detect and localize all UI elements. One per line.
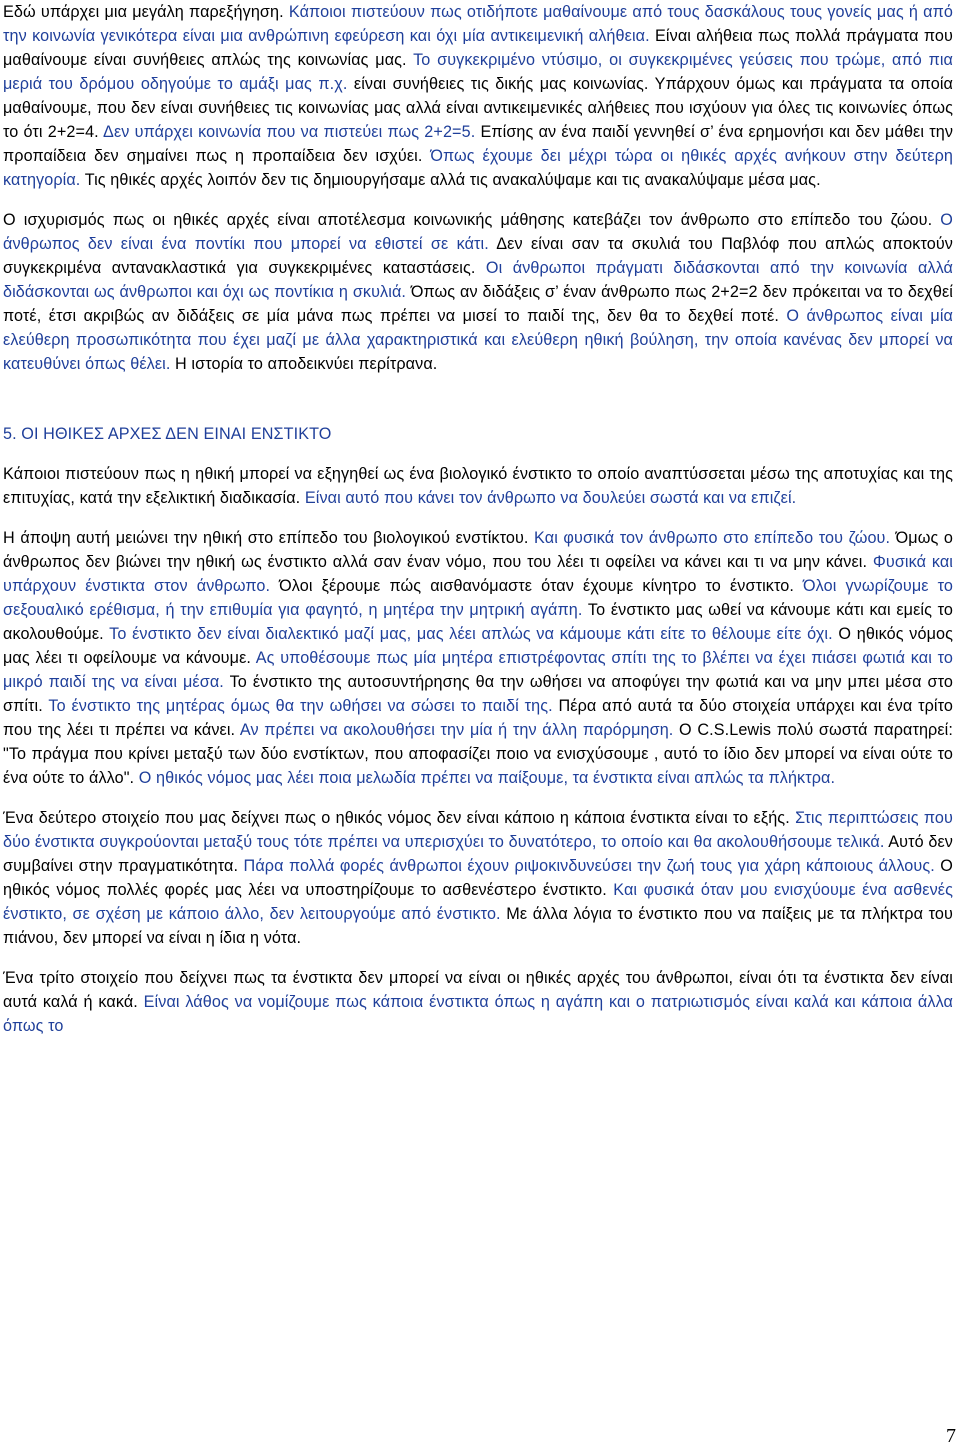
text-run: Όπως αν διδάξεις σ’ έναν άνθρωπο πως 2+2=2 δεν πρόκειται να το δεχθεί ποτέ, έτσι ακριβώς αν διδάξεις σε μία μάνα πως πρέπει να μισεί το παιδί της, δεν θα το δεχθεί ποτέ. [3, 283, 953, 325]
text-run-blue: Οι άνθρωποι πράγματι διδάσκονται από την κοινωνία αλλά διδάσκονται ως άνθρωποι και όχι ως ποντίκια η σκυλιά. [3, 259, 954, 301]
text-run-blue: Πάρα πολλά φορές άνθρωποι έχουν ριψοκινδυνεύσει την ζωή τους για χάρη κάποιους άλλους. [243, 857, 941, 875]
text-run-blue: Ο άνθρωπος είναι μία ελεύθερη προσωπικότητα που έχει μαζί με άλλα χαρακτηριστικά και ελεύθερη ηθική βούληση, την οποία κανένας δεν μπορεί να κατευθύνει όπως θέλει. [3, 307, 953, 373]
text-run: Είναι αλήθεια πως πολλά πράγματα που μαθαίνουμε είναι συνήθειες απλώς της κοινωνίας μας. [3, 27, 953, 69]
text-run: Εδώ υπάρχει μια μεγάλη παρεξήγηση. [3, 3, 289, 21]
text-run: Όλοι ξέρουμε πώς αισθανόμαστε όταν έχουμε κίνητρο το ένστικτο. [279, 577, 804, 595]
text-run: Ένα τρίτο στοιχείο που δείχνει πως τα ένστικτα δεν μπορεί να είναι οι ηθικές αρχές του άνθρωποι, είναι ότι τα ένστικτα δεν είναι αυτά καλά ή κακά. [3, 969, 953, 1011]
paragraph-4 [3, 526, 953, 790]
text-run-blue: Ας υποθέσουμε πως μία μητέρα επιστρέφοντας σπίτι της το βλέπει να έχει πιάσει φωτιά και το μικρό παιδί της να είναι μέσα. [3, 649, 953, 691]
text-run-blue: Και φυσικά τον άνθρωπο στο επίπεδο του ζώου. [534, 529, 896, 547]
text-run: Ο ισχυρισμός πως οι ηθικές αρχές είναι αποτέλεσμα κοινωνικής μάθησης κατεβάζει τον άνθρωπο στο επίπεδο του ζώου. [3, 211, 941, 229]
paragraph-5 [3, 806, 953, 950]
text-run: είναι συνήθειες τις δικής μας κοινωνίας. [353, 75, 655, 93]
text-run: Ένα δεύτερο στοιχείο που μας δείχνει πως ο ηθικός νόμος δεν είναι κάποιο η κάποια ένστικτα είναι το εξής. [3, 809, 796, 827]
text-run: Όμως ο άνθρωπος δεν βιώνει την ηθική ως ένστικτο αλλά σαν έναν νόμο, που του λέει τι οφείλει να κάνει και τι να μην κάνει. [3, 529, 953, 571]
text-run: Με άλλα λόγια το ένστικτο που να παίξεις με τα πλήκτρα του πιάνου, δεν μπορεί να είναι η ίδια η νότα. [3, 905, 953, 947]
text-run: Το ένστικτο μας ωθεί να κάνουμε κάτι και εμείς το ακολουθούμε. [3, 601, 954, 643]
text-run-blue: Στις περιπτώσεις που δύο ένστικτα συγκρούονται μεταξύ τους τότε πρέπει να υπερισχύει το δυνατότερο, το οποίο και θα ακολουθήσουμε τελικά. [3, 809, 953, 851]
text-run-blue: Ο ηθικός νόμος μας λέει ποια μελωδία πρέπει να παίξουμε, τα ένστικτα είναι απλώς τα πλήκτρα. [138, 769, 836, 787]
section-heading: 5. ΟΙ ΗΘΙΚΕΣ ΑΡΧΕΣ ΔΕΝ ΕΙΝΑΙ ΕΝΣΤΙΚΤΟ [3, 425, 332, 443]
text-run-blue: Το ένστικτο της μητέρας όμως θα την ωθήσει να σώσει το παιδί της. [48, 697, 559, 715]
text-run: Υπάρχουν όμως και πράγματα τα οποία μαθαίνουμε, που δεν είναι συνήθειες τις κοινωνίας μας αλλά είναι αντικειμενικές αλήθειες που ισχύουν για όλες τις κοινωνίες όπως το ότι 2+2=4. [3, 75, 953, 141]
paragraph-3 [3, 462, 953, 510]
text-run: Η άποψη αυτή μειώνει την ηθική στο επίπεδο του βιολογικού ενστίκτου. [3, 529, 535, 547]
text-run-blue: Κάποιοι πιστεύουν πως οτιδήποτε μαθαίνουμε από τους δασκάλους τους γονείς μας ή από την κοινωνία γενικότερα είναι μια ανθρώπινη εφεύρεση και όχι μία αντικειμενική αλήθεια. [3, 3, 953, 45]
document-page [3, 0, 953, 1038]
text-run: Κάποιοι πιστεύουν πως η ηθική μπορεί να εξηγηθεί ως ένα βιολογικό ένστικτο το οποίο αναπτύσσεται μέσω της αποτυχίας και της επιτυχίας, κατά την εξελικτική διαδικασία. [3, 465, 953, 507]
text-run-blue: Ο άνθρωπος δεν είναι ένα ποντίκι που μπορεί να εθιστεί σε κάτι. [3, 211, 953, 253]
text-run: Τις ηθικές αρχές λοιπόν δεν τις δημιουργήσαμε αλλά τις ανακαλύψαμε και τις ανακαλύψαμε μέσα μας. [84, 171, 821, 189]
text-run-blue: Φυσικά και υπάρχουν ένστικτα στον άνθρωπο. [3, 553, 953, 595]
text-run: Πέρα από αυτά τα δύο στοιχεία υπάρχει και ένα τρίτο που της λέει τι πρέπει να κάνει. [3, 697, 953, 739]
text-run: Επίσης αν ένα παιδί γεννηθεί σ’ ένα ερημονήσι και δεν μάθει την προπαίδεια δεν σημαίνει πως η προπαίδεια δεν ισχύει. [3, 123, 954, 165]
text-run: Αυτό δεν συμβαίνει στην πραγματικότητα. [3, 833, 953, 875]
text-run: Ο ηθικός νόμος πολλές φορές μας λέει να υποστηρίζουμε το ασθενέστερο ένστικτο. [3, 857, 953, 899]
text-run-blue: Είναι αυτό που κάνει τον άνθρωπο να δουλεύει σωστά και να επιζεί. [304, 489, 797, 507]
text-run: Το ένστικτο της αυτοσυντήρησης θα την ωθήσει να αποφύγει την φωτιά και να μην μπει μέσα στο σπίτι. [3, 673, 954, 715]
text-run-blue: Το συγκεκριμένο ντύσιμο, οι συγκεκριμένες γεύσεις που τρώμε, από πια μεριά του δρόμου οδηγούμε το αμάξι μας π.χ. [3, 51, 954, 93]
text-run-blue: Όλοι γνωρίζουμε το σεξουαλικό ερέθισμα, ή την επιθυμία για φαγητό, η μητέρα την μητρική αγάπη. [3, 577, 953, 619]
text-run-blue: Αν πρέπει να ακολουθήσει την μία ή την άλλη παρόρμηση. [239, 721, 680, 739]
paragraph-6 [3, 966, 953, 1038]
text-run: Ο C.S.Lewis πολύ σωστά παρατηρεί: "Το πράγμα που κρίνει μεταξύ των δύο ενστίκτων, που αποφασίζει ποιο να ενισχύσουμε , αυτό το ίδιο δεν μπορεί να είναι ούτε το ένα ούτε το άλλο". [3, 721, 953, 787]
text-run: Η ιστορία το αποδεικνύει περίτρανα. [175, 355, 438, 373]
text-run-blue: Όπως έχουμε δει μέχρι τώρα οι ηθικές αρχές ανήκουν στην δεύτερη κατηγορία. [3, 147, 953, 189]
paragraph-1 [3, 0, 953, 192]
text-run: Ο ηθικός νόμος μας λέει τι οφείλουμε να κάνουμε. [3, 625, 954, 667]
paragraph-2 [3, 208, 953, 376]
page-number: 7 [946, 1425, 956, 1447]
text-run: Δεν είναι σαν τα σκυλιά του Παβλόφ που απλώς αποκτούν συγκεκριμένα αντανακλαστικά για συγκεκριμένες καταστάσεις. [3, 235, 953, 277]
text-run-blue: Δεν υπάρχει κοινωνία που να πιστεύει πως 2+2=5. [103, 123, 481, 141]
text-run-blue: Το ένστικτο δεν είναι διαλεκτικό μαζί μας, μας λέει απλώς να κάμουμε κάτι είτε το θέλουμε είτε όχι. [109, 625, 839, 643]
text-run-blue: Και φυσικά όταν μου ενισχύουμε ένα ασθενές ένστικτο, σε σχέση με κάποιο άλλο, δεν λειτουργούμε από ένστικτο. [3, 881, 953, 923]
text-run-blue: Είναι λάθος να νομίζουμε πως κάποια ένστικτα όπως η αγάπη και ο πατριωτισμός είναι καλά και κάποια άλλα όπως το [3, 993, 953, 1035]
